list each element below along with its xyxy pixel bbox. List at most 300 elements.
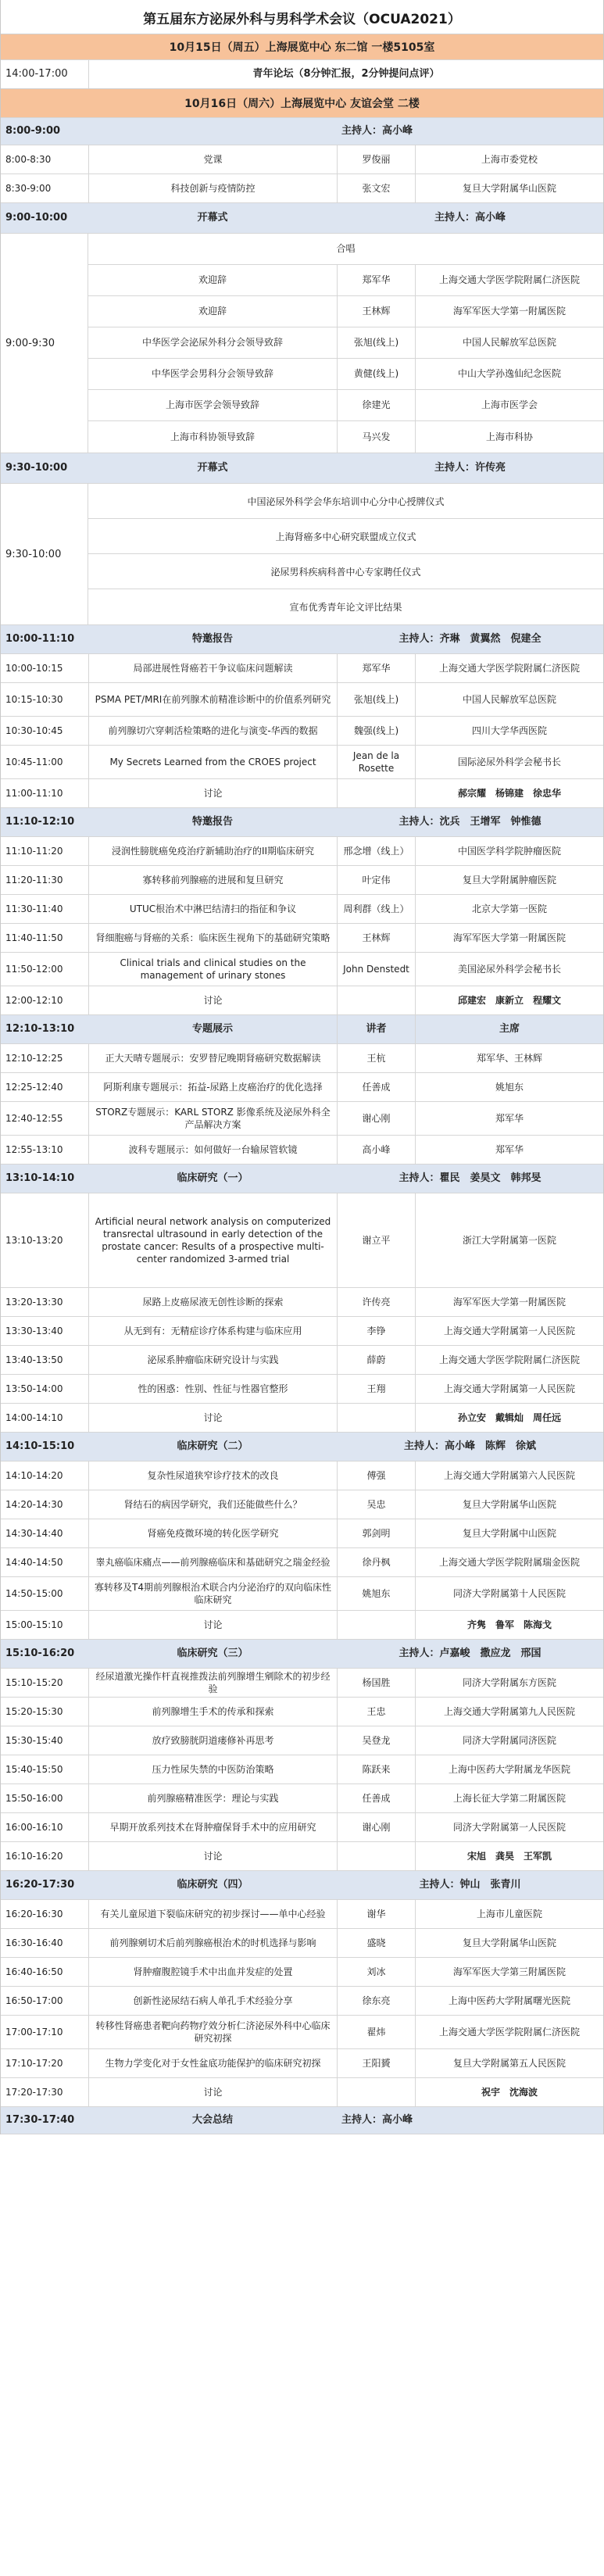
discussion-chairs: 宋旭 龚昊 王军凯 bbox=[415, 1842, 603, 1870]
row-speaker bbox=[337, 1611, 415, 1639]
opening-item-speaker: 张旭(线上) bbox=[337, 327, 415, 358]
row-topic: 创新性泌尿结石病人单孔手术经验分享 bbox=[88, 1987, 337, 2015]
row-speaker: 徐东亮 bbox=[337, 1987, 415, 2015]
row-topic: 放疗致膀胱阴道瘘修补再思考 bbox=[88, 1726, 337, 1755]
row-time: 12:40-12:55 bbox=[5, 1112, 63, 1124]
ceremony-block-time: 9:30-10:00 bbox=[1, 484, 88, 624]
row-speaker: Jean de la Rosette bbox=[337, 746, 415, 778]
opening-item-topic: 合唱 bbox=[336, 243, 356, 255]
agenda-row bbox=[1, 1784, 603, 1813]
row-speaker: 吴忠 bbox=[337, 1490, 415, 1519]
row-time: 14:20-14:30 bbox=[5, 1498, 63, 1510]
row-speaker: 周利群（线上） bbox=[337, 895, 415, 923]
agenda-row bbox=[1, 1697, 603, 1726]
row-topic: 党课 bbox=[88, 145, 337, 174]
row-topic: 早期开放系列技术在肾肿瘤保肾手术中的应用研究 bbox=[88, 1813, 337, 1841]
row-speaker bbox=[337, 2078, 415, 2106]
agenda-row bbox=[1, 1072, 603, 1102]
opening-item-org: 上海市医学会 bbox=[415, 390, 603, 420]
row-topic: 讨论 bbox=[88, 1842, 337, 1870]
opening-item bbox=[88, 296, 603, 327]
agenda-row bbox=[1, 1899, 603, 1929]
ceremony-label: 开幕式 bbox=[197, 462, 228, 474]
row-speaker: 陈跃来 bbox=[337, 1755, 415, 1784]
row-time: 14:30-14:40 bbox=[5, 1527, 63, 1539]
agenda-row bbox=[1, 1287, 603, 1317]
youth-forum-row bbox=[1, 59, 603, 89]
row-speaker: 张文宏 bbox=[337, 174, 415, 202]
ceremony-time: 9:30-10:00 bbox=[5, 462, 68, 474]
ceremony-header bbox=[1, 453, 603, 484]
clinical2-header bbox=[1, 1432, 603, 1462]
row-topic: 肾癌免疫微环境的转化医学研究 bbox=[88, 1519, 337, 1547]
row-speaker bbox=[337, 1404, 415, 1432]
special1-host: 主持人：齐琳 黄翼然 倪建全 bbox=[398, 633, 541, 646]
row-topic: 讨论 bbox=[88, 1404, 337, 1432]
row-speaker: 王翔 bbox=[337, 1375, 415, 1403]
row-time: 11:00-11:10 bbox=[5, 787, 63, 799]
opening-block bbox=[1, 233, 603, 453]
row-institution: 复旦大学附属华山医院 bbox=[415, 1490, 603, 1519]
special3-chair-col: 主席 bbox=[415, 1015, 603, 1043]
opening-item bbox=[88, 390, 603, 421]
row-institution: 上海交通大学附属第一人民医院 bbox=[415, 1317, 603, 1345]
row-time: 17:20-17:30 bbox=[5, 2086, 63, 2098]
row-institution: 郑军华、王林辉 bbox=[415, 1044, 603, 1072]
row-topic: 泌尿系肿瘤临床研究设计与实践 bbox=[88, 1346, 337, 1374]
row-time: 11:40-11:50 bbox=[5, 932, 63, 943]
closing-header bbox=[1, 2106, 603, 2134]
opening-item-topic: 欢迎辞 bbox=[198, 274, 227, 286]
agenda-row bbox=[1, 952, 603, 986]
special2-host: 主持人：沈兵 王增军 钟惟德 bbox=[398, 816, 541, 828]
row-institution: 国际泌尿外科学会秘书长 bbox=[415, 746, 603, 778]
discussion-chairs: 邱建宏 康新立 程耀文 bbox=[415, 986, 603, 1014]
row-time: 10:30-10:45 bbox=[5, 724, 63, 736]
agenda-row bbox=[1, 986, 603, 1015]
row-time: 8:30-9:00 bbox=[5, 182, 52, 194]
row-institution: 上海市委党校 bbox=[415, 145, 603, 174]
row-time: 17:00-17:10 bbox=[5, 2026, 63, 2038]
opening-item-topic: 欢迎辞 bbox=[198, 306, 227, 317]
row-time: 11:20-11:30 bbox=[5, 874, 63, 886]
opening-label: 开幕式 bbox=[197, 212, 228, 224]
agenda-row bbox=[1, 1755, 603, 1784]
row-institution: 上海交通大学附属第六人民医院 bbox=[415, 1462, 603, 1490]
row-speaker: 任善成 bbox=[337, 1073, 415, 1101]
agenda-row bbox=[1, 1519, 603, 1548]
row-speaker: 薛蔚 bbox=[337, 1346, 415, 1374]
opening-time: 9:00-10:00 bbox=[5, 212, 68, 224]
opening-item-org: 中国人民解放军总医院 bbox=[415, 327, 603, 358]
agenda-row bbox=[1, 836, 603, 866]
opening-item-org: 海军军医大学第一附属医院 bbox=[415, 296, 603, 327]
row-institution: 上海交通大学医学院附属仁济医院 bbox=[415, 1346, 603, 1374]
ceremony-block bbox=[1, 483, 603, 625]
row-speaker: 姚旭东 bbox=[337, 1577, 415, 1610]
clinical3-header bbox=[1, 1639, 603, 1669]
row-speaker: 魏强(线上) bbox=[337, 717, 415, 745]
agenda-row bbox=[1, 923, 603, 953]
row-institution: 复旦大学附属华山医院 bbox=[415, 174, 603, 202]
row-speaker: 王忠 bbox=[337, 1698, 415, 1726]
row-time: 15:50-16:00 bbox=[5, 1792, 63, 1804]
row-topic: 复杂性尿道狭窄诊疗技术的改良 bbox=[88, 1462, 337, 1490]
row-time: 11:10-11:20 bbox=[5, 845, 63, 857]
ceremony-item: 上海肾癌多中心研究联盟成立仪式 bbox=[88, 519, 603, 554]
row-institution: 上海交通大学医学院附属仁济医院 bbox=[415, 2016, 603, 2048]
agenda-row bbox=[1, 1135, 603, 1165]
clinical1-label: 临床研究（一） bbox=[177, 1172, 248, 1185]
sessions bbox=[1, 624, 603, 2107]
row-topic: Artificial neural network analysis on computerized transrectal ultrasound in early detection of the prostate cancer: Results of a prospective multi-center randomized 3-armed trial bbox=[88, 1193, 337, 1287]
row-institution: 上海交通大学附属第一人民医院 bbox=[415, 1375, 603, 1403]
row-institution: 海军军医大学第一附属医院 bbox=[415, 924, 603, 952]
agenda-row bbox=[1, 1986, 603, 2016]
row-time: 13:20-13:30 bbox=[5, 1296, 63, 1308]
opening-item-org: 中山大学孙逸仙纪念医院 bbox=[415, 359, 603, 389]
row-speaker: 吴登龙 bbox=[337, 1726, 415, 1755]
row-institution: 上海长征大学第二附属医院 bbox=[415, 1784, 603, 1812]
party-rows bbox=[1, 145, 603, 203]
row-topic: 波科专题展示：如何做好一台输尿管软镜 bbox=[88, 1136, 337, 1164]
row-speaker: 王阳贇 bbox=[337, 2049, 415, 2077]
row-institution: 郑军华 bbox=[415, 1136, 603, 1164]
row-topic: 讨论 bbox=[88, 779, 337, 807]
row-speaker: 翟炜 bbox=[337, 2016, 415, 2048]
day2-date-banner: 10月16日（周六）上海展览中心 友谊会堂 二楼 bbox=[1, 88, 603, 118]
clinical2-label: 临床研究（二） bbox=[177, 1440, 248, 1453]
special2-time: 11:10-12:10 bbox=[5, 816, 75, 828]
closing-host: 主持人：高小峰 bbox=[341, 2114, 413, 2127]
row-speaker: 谢心刚 bbox=[337, 1813, 415, 1841]
agenda-row bbox=[1, 865, 603, 895]
row-institution: 复旦大学附属肿瘤医院 bbox=[415, 866, 603, 894]
ceremony-item: 泌尿男科疾病科普中心专家聘任仪式 bbox=[88, 554, 603, 589]
opening-item-speaker: 黄健(线上) bbox=[337, 359, 415, 389]
row-topic: 阿斯利康专题展示：拓益-尿路上皮癌治疗的优化选择 bbox=[88, 1073, 337, 1101]
special3-header bbox=[1, 1014, 603, 1044]
row-time: 13:50-14:00 bbox=[5, 1383, 63, 1394]
row-time: 16:20-16:30 bbox=[5, 1908, 63, 1919]
row-time: 16:30-16:40 bbox=[5, 1937, 63, 1948]
row-time: 10:00-10:15 bbox=[5, 662, 63, 674]
row-institution: 海军军医大学第三附属医院 bbox=[415, 1958, 603, 1986]
row-time: 11:30-11:40 bbox=[5, 903, 63, 914]
ceremony-host: 主持人：许传亮 bbox=[434, 462, 506, 474]
closing-time: 17:30-17:40 bbox=[5, 2114, 75, 2127]
row-topic: 讨论 bbox=[88, 2078, 337, 2106]
row-topic: 尿路上皮癌尿液无创性诊断的探索 bbox=[88, 1288, 337, 1316]
discussion-chairs: 祝宇 沈海波 bbox=[415, 2078, 603, 2106]
agenda-row bbox=[1, 174, 603, 203]
special1-label: 特邀报告 bbox=[191, 633, 233, 646]
party-header bbox=[1, 117, 603, 145]
row-time: 14:50-15:00 bbox=[5, 1587, 63, 1599]
opening-host: 主持人：高小峰 bbox=[434, 212, 506, 224]
party-host: 主持人：高小峰 bbox=[341, 125, 413, 138]
row-institution: 郑军华 bbox=[415, 1102, 603, 1135]
row-time: 15:00-15:10 bbox=[5, 1619, 63, 1630]
clinical1-time: 13:10-14:10 bbox=[5, 1172, 75, 1185]
row-institution: 同济大学附属第十人民医院 bbox=[415, 1577, 603, 1610]
row-institution: 上海中医药大学附属曙光医院 bbox=[415, 1987, 603, 2015]
opening-item bbox=[88, 421, 603, 453]
row-institution: 复旦大学附属第五人民医院 bbox=[415, 2049, 603, 2077]
row-topic: 寡转移及T4期前列腺根治术联合内分泌治疗的双向临床性临床研究 bbox=[88, 1577, 337, 1610]
agenda-row bbox=[1, 1461, 603, 1490]
row-time: 8:00-8:30 bbox=[5, 153, 52, 165]
agenda-row bbox=[1, 1928, 603, 1958]
row-topic: Clinical trials and clinical studies on the management of urinary stones bbox=[88, 953, 337, 986]
row-institution: 中国医学科学院肿瘤医院 bbox=[415, 837, 603, 865]
row-time: 16:00-16:10 bbox=[5, 1821, 63, 1833]
forum-time: 14:00-17:00 bbox=[5, 68, 68, 80]
opening-item-org: 上海市科协 bbox=[415, 421, 603, 453]
opening-item-topic: 上海市科协领导致辞 bbox=[170, 431, 255, 442]
row-time: 15:40-15:50 bbox=[5, 1763, 63, 1775]
agenda-row bbox=[1, 1547, 603, 1577]
row-topic: 讨论 bbox=[88, 1611, 337, 1639]
agenda-row bbox=[1, 1812, 603, 1842]
agenda-row bbox=[1, 1668, 603, 1698]
opening-item-speaker: 马兴发 bbox=[337, 421, 415, 453]
agenda-row bbox=[1, 145, 603, 174]
agenda-row bbox=[1, 1490, 603, 1519]
clinical4-time: 16:20-17:30 bbox=[5, 1879, 75, 1891]
row-institution: 美国泌尿外科学会秘书长 bbox=[415, 953, 603, 986]
row-topic: 浸润性膀胱癌免疫治疗新辅助治疗的II期临床研究 bbox=[88, 837, 337, 865]
row-institution: 四川大学华西医院 bbox=[415, 717, 603, 745]
row-time: 12:55-13:10 bbox=[5, 1143, 63, 1155]
special3-time: 12:10-13:10 bbox=[5, 1023, 75, 1036]
opening-item bbox=[88, 359, 603, 390]
opening-block-time: 9:00-9:30 bbox=[1, 234, 88, 453]
clinical3-time: 15:10-16:20 bbox=[5, 1648, 75, 1660]
row-time: 10:45-11:00 bbox=[5, 756, 63, 767]
forum-title: 青年论坛（8分钟汇报，2分钟提问点评） bbox=[88, 60, 603, 88]
row-institution: 中国人民解放军总医院 bbox=[415, 683, 603, 716]
clinical4-label: 临床研究（四） bbox=[177, 1879, 248, 1891]
row-speaker bbox=[337, 779, 415, 807]
row-speaker: 谢立平 bbox=[337, 1193, 415, 1287]
agenda-row bbox=[1, 1610, 603, 1640]
row-institution: 上海中医药大学附属龙华医院 bbox=[415, 1755, 603, 1784]
row-time: 17:10-17:20 bbox=[5, 2057, 63, 2069]
row-topic: 前列腺癌精准医学：理论与实践 bbox=[88, 1784, 337, 1812]
agenda-row bbox=[1, 1374, 603, 1404]
agenda-row bbox=[1, 653, 603, 683]
special1-header bbox=[1, 624, 603, 654]
row-topic: 肾结石的病因学研究，我们还能做些什么？ bbox=[88, 1490, 337, 1519]
row-time: 12:00-12:10 bbox=[5, 994, 63, 1006]
row-topic: 肾肿瘤腹腔镜手术中出血并发症的处置 bbox=[88, 1958, 337, 1986]
clinical2-time: 14:10-15:10 bbox=[5, 1440, 75, 1453]
row-topic: 讨论 bbox=[88, 986, 337, 1014]
row-speaker: 王林辉 bbox=[337, 924, 415, 952]
row-speaker: 郑军华 bbox=[337, 654, 415, 682]
row-speaker: 徐丹枫 bbox=[337, 1548, 415, 1576]
row-topic: 睾丸癌临床痛点——前列腺癌临床和基础研究之瑞金经验 bbox=[88, 1548, 337, 1576]
row-speaker bbox=[337, 1842, 415, 1870]
row-institution: 复旦大学附属中山医院 bbox=[415, 1519, 603, 1547]
agenda-row bbox=[1, 2048, 603, 2078]
row-topic: 性的困惑：性别、性征与性器官整形 bbox=[88, 1375, 337, 1403]
day1-date-banner: 10月15日（周五）上海展览中心 东二馆 一楼5105室 bbox=[1, 34, 603, 60]
row-speaker: 傅强 bbox=[337, 1462, 415, 1490]
agenda-row bbox=[1, 1316, 603, 1346]
clinical3-host: 主持人：卢嘉峻 撒应龙 邢国 bbox=[398, 1648, 541, 1660]
row-time: 13:40-13:50 bbox=[5, 1354, 63, 1365]
row-topic: 生物力学变化对于女性盆底功能保护的临床研究初探 bbox=[88, 2049, 337, 2077]
agenda-row bbox=[1, 1101, 603, 1136]
row-topic: 有关儿童尿道下裂临床研究的初步探讨——单中心经验 bbox=[88, 1900, 337, 1928]
opening-item-org: 上海交通大学医学院附属仁济医院 bbox=[415, 265, 603, 295]
clinical1-header bbox=[1, 1164, 603, 1193]
row-time: 11:50-12:00 bbox=[5, 963, 63, 975]
row-topic: 转移性肾癌患者靶向药物疗效分析仁济泌尿外科中心临床研究初探 bbox=[88, 2016, 337, 2048]
row-institution: 浙江大学附属第一医院 bbox=[415, 1193, 603, 1287]
clinical2-host: 主持人：高小峰 陈辉 徐斌 bbox=[403, 1440, 536, 1453]
row-time: 10:15-10:30 bbox=[5, 693, 63, 705]
opening-item-topic: 中华医学会泌尿外科分会领导致辞 bbox=[141, 337, 283, 349]
agenda-row bbox=[1, 2077, 603, 2107]
row-topic: 前列腺增生手术的传承和探索 bbox=[88, 1698, 337, 1726]
row-institution: 上海交通大学医学院附属仁济医院 bbox=[415, 654, 603, 682]
opening-header bbox=[1, 202, 603, 234]
row-speaker: 张旭(线上) bbox=[337, 683, 415, 716]
opening-item bbox=[88, 265, 603, 296]
row-topic: 科技创新与疫情防控 bbox=[88, 174, 337, 202]
row-speaker: 高小峰 bbox=[337, 1136, 415, 1164]
row-time: 15:20-15:30 bbox=[5, 1705, 63, 1717]
agenda-row bbox=[1, 1957, 603, 1987]
row-time: 14:00-14:10 bbox=[5, 1411, 63, 1423]
row-speaker: John Denstedt bbox=[337, 953, 415, 986]
agenda-row bbox=[1, 2015, 603, 2049]
row-topic: 前列腺切穴穿刺活检策略的进化与演变-华西的数据 bbox=[88, 717, 337, 745]
row-institution: 姚旭东 bbox=[415, 1073, 603, 1101]
row-speaker: 郭剑明 bbox=[337, 1519, 415, 1547]
row-time: 13:10-13:20 bbox=[5, 1234, 63, 1246]
row-time: 15:10-15:20 bbox=[5, 1676, 63, 1688]
row-institution: 上海交通大学医学院附属瑞金医院 bbox=[415, 1548, 603, 1576]
row-speaker: 邢念增（线上） bbox=[337, 837, 415, 865]
row-topic: PSMA PET/MRI在前列腺术前精准诊断中的价值系列研究 bbox=[88, 683, 337, 716]
ceremony-item: 中国泌尿外科学会华东培训中心分中心授牌仪式 bbox=[88, 484, 603, 519]
row-topic: 局部进展性肾癌若干争议临床问题解读 bbox=[88, 654, 337, 682]
row-topic: 压力性尿失禁的中医防治策略 bbox=[88, 1755, 337, 1784]
row-institution: 上海交通大学附属第九人民医院 bbox=[415, 1698, 603, 1726]
row-speaker: 叶定伟 bbox=[337, 866, 415, 894]
row-institution: 北京大学第一医院 bbox=[415, 895, 603, 923]
agenda-row bbox=[1, 1043, 603, 1073]
ceremony-item: 宣布优秀青年论文评比结果 bbox=[289, 602, 402, 613]
agenda-row bbox=[1, 1576, 603, 1611]
row-institution: 复旦大学附属华山医院 bbox=[415, 1929, 603, 1957]
row-topic: STORZ专题展示：KARL STORZ 影像系统及泌尿外科全产品解决方案 bbox=[88, 1102, 337, 1135]
discussion-chairs: 孙立安 戴辑灿 周任远 bbox=[415, 1404, 603, 1432]
row-topic: My Secrets Learned from the CROES project bbox=[88, 746, 337, 778]
clinical3-label: 临床研究（三） bbox=[177, 1648, 248, 1660]
row-topic: UTUC根治术中淋巴结清扫的指征和争议 bbox=[88, 895, 337, 923]
row-speaker: 许传亮 bbox=[337, 1288, 415, 1316]
agenda-row bbox=[1, 1345, 603, 1375]
row-institution: 海军军医大学第一附属医院 bbox=[415, 1288, 603, 1316]
row-speaker: 刘冰 bbox=[337, 1958, 415, 1986]
row-topic: 前列腺剜切术后前列腺癌根治术的时机选择与影响 bbox=[88, 1929, 337, 1957]
closing-label: 大会总结 bbox=[191, 2114, 233, 2127]
row-speaker: 罗俊丽 bbox=[337, 145, 415, 174]
row-time: 12:10-12:25 bbox=[5, 1052, 63, 1064]
opening-item bbox=[88, 327, 603, 359]
row-time: 14:40-14:50 bbox=[5, 1556, 63, 1568]
row-institution: 同济大学附属同济医院 bbox=[415, 1726, 603, 1755]
row-topic: 正大天晴专题展示：安罗替尼晚期肾癌研究数据解读 bbox=[88, 1044, 337, 1072]
discussion-chairs: 齐隽 鲁军 陈海戈 bbox=[415, 1611, 603, 1639]
page-title: 第五届东方泌尿外科与男科学术会议（OCUA2021） bbox=[143, 11, 461, 27]
row-time: 14:10-14:20 bbox=[5, 1469, 63, 1481]
row-time: 12:25-12:40 bbox=[5, 1081, 63, 1093]
row-topic: 寡转移前列腺癌的进展和复旦研究 bbox=[88, 866, 337, 894]
row-institution: 上海市儿童医院 bbox=[415, 1900, 603, 1928]
agenda-row bbox=[1, 745, 603, 779]
row-topic: 经尿道激光操作杆直视推拨法前列腺增生剜除术的初步经验 bbox=[88, 1669, 337, 1697]
row-topic: 从无到有：无精症诊疗体系构建与临床应用 bbox=[88, 1317, 337, 1345]
row-speaker: 任善成 bbox=[337, 1784, 415, 1812]
special3-speaker-col: 讲者 bbox=[337, 1015, 415, 1043]
agenda-row bbox=[1, 778, 603, 808]
row-time: 16:50-17:00 bbox=[5, 1995, 63, 2006]
row-speaker: 杨国胜 bbox=[337, 1669, 415, 1697]
special2-header bbox=[1, 807, 603, 837]
party-time: 8:00-9:00 bbox=[5, 125, 61, 138]
row-speaker: 王杭 bbox=[337, 1044, 415, 1072]
row-time: 15:30-15:40 bbox=[5, 1734, 63, 1746]
special3-label: 专题展示 bbox=[191, 1023, 233, 1036]
agenda-row bbox=[1, 1841, 603, 1871]
agenda-row bbox=[1, 716, 603, 746]
row-speaker: 李铮 bbox=[337, 1317, 415, 1345]
row-topic: 肾细胞癌与肾癌的关系：临床医生视角下的基础研究策略 bbox=[88, 924, 337, 952]
opening-item bbox=[88, 234, 603, 265]
agenda-row bbox=[1, 894, 603, 924]
row-speaker: 谢华 bbox=[337, 1900, 415, 1928]
row-speaker: 盛晓 bbox=[337, 1929, 415, 1957]
row-speaker: 谢心刚 bbox=[337, 1102, 415, 1135]
opening-item-topic: 中华医学会男科分会领导致辞 bbox=[151, 368, 273, 380]
opening-item-speaker: 郑军华 bbox=[337, 265, 415, 295]
agenda-row bbox=[1, 682, 603, 717]
row-time: 16:10-16:20 bbox=[5, 1850, 63, 1862]
special1-time: 10:00-11:10 bbox=[5, 633, 75, 646]
opening-item-speaker: 王林辉 bbox=[337, 296, 415, 327]
agenda-row bbox=[1, 1193, 603, 1288]
opening-item-topic: 上海市医学会领导致辞 bbox=[165, 399, 259, 411]
row-institution: 同济大学附属东方医院 bbox=[415, 1669, 603, 1697]
discussion-chairs: 郝宗耀 杨锦建 徐忠华 bbox=[415, 779, 603, 807]
row-speaker bbox=[337, 986, 415, 1014]
opening-item-speaker: 徐建光 bbox=[337, 390, 415, 420]
special2-label: 特邀报告 bbox=[191, 816, 233, 828]
clinical4-host: 主持人：钟山 张青川 bbox=[419, 1879, 521, 1891]
row-institution: 同济大学附属第一人民医院 bbox=[415, 1813, 603, 1841]
row-time: 16:40-16:50 bbox=[5, 1966, 63, 1977]
agenda-row bbox=[1, 1403, 603, 1433]
clinical1-host: 主持人：瞿民 姜昊文 韩邦旻 bbox=[398, 1172, 541, 1185]
row-time: 13:30-13:40 bbox=[5, 1325, 63, 1336]
clinical4-header bbox=[1, 1870, 603, 1900]
